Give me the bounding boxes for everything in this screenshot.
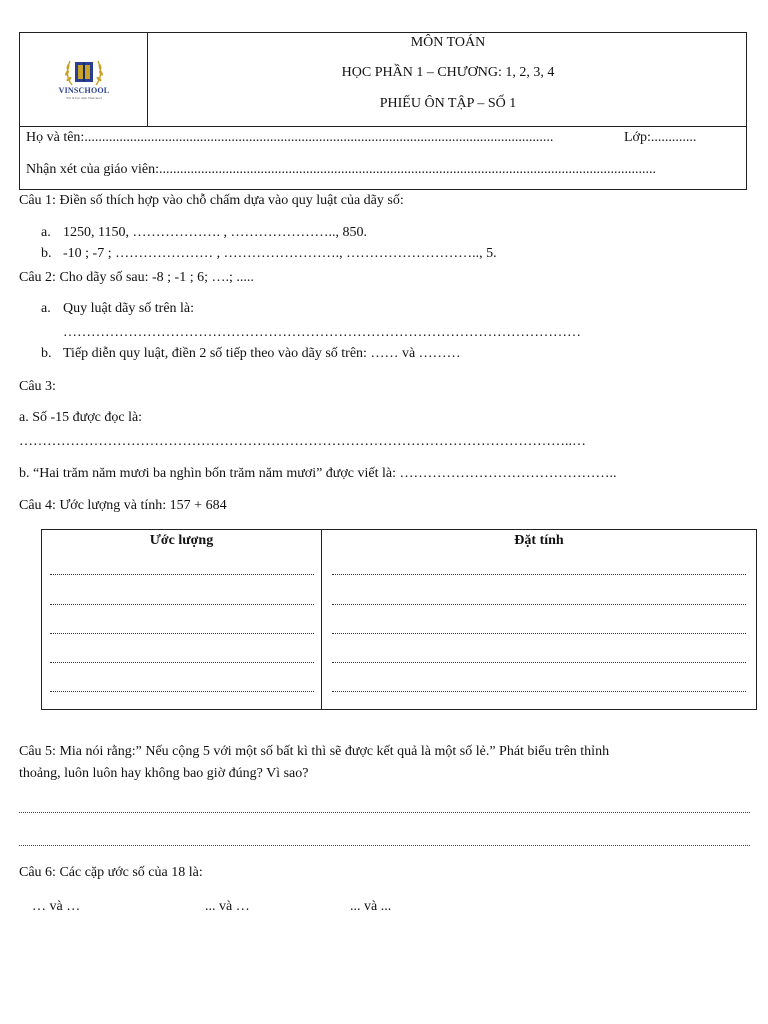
logo-tagline: Tôi là học sinh Vinschool [66,96,102,100]
subject-title: MÔN TOÁN [410,35,486,50]
unit-title: HỌC PHẦN 1 – CHƯƠNG: 1, 2, 3, 4 [341,65,555,80]
question-1b-text[interactable]: -10 ; -7 ; ………………… , ……………………., ……………………….., 5. [63,246,497,261]
vinschool-logo [48,55,120,103]
divisor-pair-3[interactable]: ... và ... [350,899,392,914]
question-5-text-line-1: Câu 5: Mia nói rằng:” Nếu cộng 5 với một số bất kì thì sẽ được kết quả là một số lẻ.” Phát biểu trên thỉnh [19,744,610,759]
question-2a-answer-line[interactable]: ………………………………………………………………………………………………… [63,325,581,340]
compute-answer-line[interactable] [332,574,746,576]
estimate-answer-line[interactable] [50,691,314,693]
compute-answer-line[interactable] [332,633,746,635]
estimate-answer-line[interactable] [50,633,314,635]
question-2a-marker: a. [41,301,51,316]
estimate-answer-line[interactable] [50,662,314,664]
question-3a-text: a. Số -15 được đọc là: [19,410,143,425]
question-6-title: Câu 6: Các cặp ước số của 18 là: [19,865,203,880]
question-5-answer-line[interactable] [19,812,750,814]
question-1a-text[interactable]: 1250, 1150, ………………. , ………………….., 850. [63,225,367,240]
class-field[interactable]: Lớp:............. [624,130,697,145]
question-4-title: Câu 4: Ước lượng và tính: 157 + 684 [19,498,227,513]
question-2b-text[interactable]: Tiếp diễn quy luật, điền 2 số tiếp theo vào dãy số trên: …… và ……… [63,346,461,361]
laurel-book-icon [48,55,120,89]
question-5-text-line-2: thoảng, luôn luôn hay không bao giờ đúng? Vì sao? [19,766,309,781]
column-header-estimate: Ước lượng [149,533,214,548]
question-3-title: Câu 3: [19,379,56,394]
estimate-answer-line[interactable] [50,604,314,606]
question-5-answer-line[interactable] [19,845,750,847]
table-column-divider [321,530,322,709]
header-divider-horizontal [20,126,746,127]
teacher-comment-field[interactable]: Nhận xét của giáo viên:.............................................................................................................................................. [26,162,656,177]
logo-wordmark: VINSCHOOL [58,86,110,95]
question-2-title: Câu 2: Cho dãy số sau: -8 ; -1 ; 6; ….; ..... [19,270,254,285]
divisor-pair-1[interactable]: … và … [32,899,81,914]
question-2b-marker: b. [41,346,52,361]
question-2a-text: Quy luật dãy số trên là: [63,301,195,316]
estimate-compute-table [41,529,757,710]
question-1a-marker: a. [41,225,51,240]
question-3b-text[interactable]: b. “Hai trăm năm mươi ba nghìn bốn trăm năm mươi” được viết là: ……………………………………….. [19,466,617,481]
compute-answer-line[interactable] [332,604,746,606]
question-1b-marker: b. [41,246,52,261]
sheet-title: PHIẾU ÔN TẬP – SỐ 1 [379,96,517,111]
question-3a-answer-line[interactable]: ………………………………………………………………………………………………………..… [19,434,586,449]
estimate-answer-line[interactable] [50,574,314,576]
divisor-pair-2[interactable]: ... và … [205,899,250,914]
compute-answer-line[interactable] [332,691,746,693]
question-1-title: Câu 1: Điền số thích hợp vào chỗ chấm dựa vào quy luật của dãy số: [19,193,404,208]
student-name-field[interactable]: Họ và tên:...................................................................................................................................... [26,130,554,145]
compute-answer-line[interactable] [332,662,746,664]
column-header-compute: Đặt tính [514,533,564,548]
header-box [19,32,747,190]
